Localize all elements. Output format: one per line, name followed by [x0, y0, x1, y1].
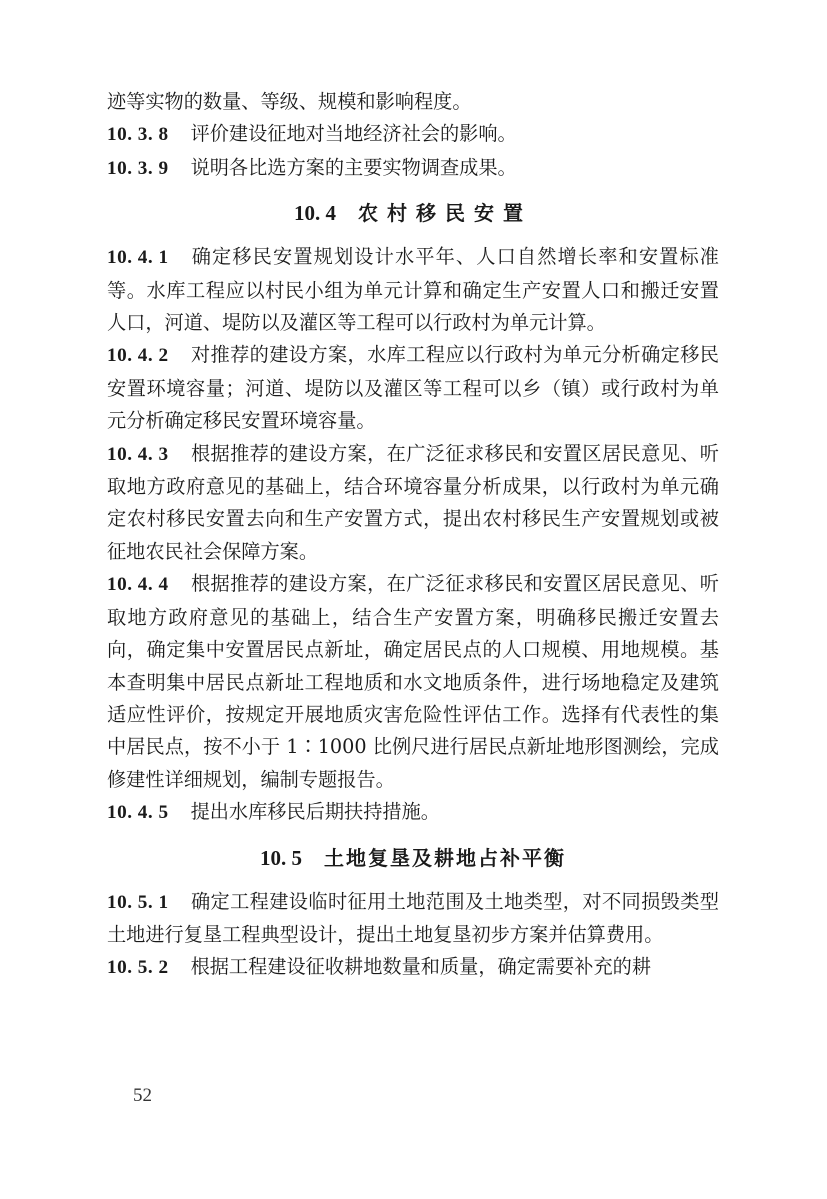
- paragraph-continuation: [107, 86, 719, 118]
- section-title: 农村移民安置: [358, 201, 532, 226]
- clause-number: 10. 4. 1: [107, 247, 169, 269]
- paragraph-text: 迹等实物的数量、等级、规模和影响程度。: [107, 90, 472, 113]
- clause-10-5-1: [107, 886, 719, 952]
- document-page: [107, 86, 719, 985]
- clause-10-3-8: [107, 118, 719, 151]
- clause-text: 对推荐的建设方案，水库工程应以行政村为单元分析确定移民安置环境容量；河道、堤防以及灌区等工程可以乡（镇）或行政村为单元分析确定移民安置环境容量。: [107, 343, 719, 433]
- clause-10-4-5: [107, 796, 719, 829]
- clause-10-4-1: [107, 241, 719, 339]
- clause-text: 根据推荐的建设方案，在广泛征求移民和安置区居民意见、听取地方政府意见的基础上，结合环境容量分析成果，以行政村为单元确定农村移民安置去向和生产安置方式，提出农村移民生产安置规划或被征地农民社会保障方案。: [107, 441, 719, 563]
- clause-text: 确定工程建设临时征用土地范围及土地类型，对不同损毁类型土地进行复垦工程典型设计，提出土地复垦初步方案并估算费用。: [107, 889, 719, 946]
- clause-10-4-4: [107, 568, 719, 796]
- page-number: 52: [133, 1085, 152, 1106]
- clause-number: 10. 5. 1: [107, 891, 169, 913]
- clause-number: 10. 3. 9: [107, 157, 169, 179]
- clause-text: 根据工程建设征收耕地数量和质量，确定需要补充的耕: [190, 955, 652, 979]
- clause-text: 说明各比选方案的主要实物调查成果。: [190, 155, 517, 179]
- clause-10-5-2: [107, 951, 719, 984]
- clause-10-4-3: [107, 438, 719, 569]
- section-heading-10-4: [107, 197, 719, 229]
- clause-text: 提出水库移民后期扶持措施。: [190, 800, 440, 824]
- clause-text: 根据推荐的建设方案，在广泛征求移民和安置区居民意见、听取地方政府意见的基础上，结合生产安置方案，明确移民搬迁安置去向，确定集中安置居民点新址，确定居民点的人口规模、用地规模。基本查明集中居民点新址工程地质和水文地质条件，进行场地稳定及建筑适应性评价，按规定开展地质灾害危险性评估工作。选择有代表性的集中居民点，按不小于 1∶1000 比例尺进行居民点新址地形图测绘，完成修建性详细规划，编制专题报告。: [107, 572, 719, 791]
- section-number: 10. 5: [260, 845, 302, 870]
- section-title: 土地复垦及耕地占补平衡: [324, 845, 566, 870]
- clause-10-4-2: [107, 339, 719, 437]
- clause-text: 确定移民安置规划设计水平年、人口自然增长率和安置标准等。水库工程应以村民小组为单元计算和确定生产安置人口和搬迁安置人口，河道、堤防以及灌区等工程可以行政村为单元计算。: [107, 245, 719, 335]
- clause-number: 10. 4. 3: [107, 443, 169, 465]
- clause-number: 10. 3. 8: [107, 124, 169, 146]
- section-heading-10-5: [107, 842, 719, 874]
- section-number: 10. 4: [294, 201, 336, 226]
- clause-number: 10. 5. 2: [107, 957, 169, 979]
- clause-number: 10. 4. 5: [107, 802, 169, 824]
- clause-number: 10. 4. 4: [107, 574, 169, 596]
- clause-10-3-9: [107, 152, 719, 185]
- clause-text: 评价建设征地对当地经济社会的影响。: [190, 122, 517, 146]
- clause-number: 10. 4. 2: [107, 345, 169, 367]
